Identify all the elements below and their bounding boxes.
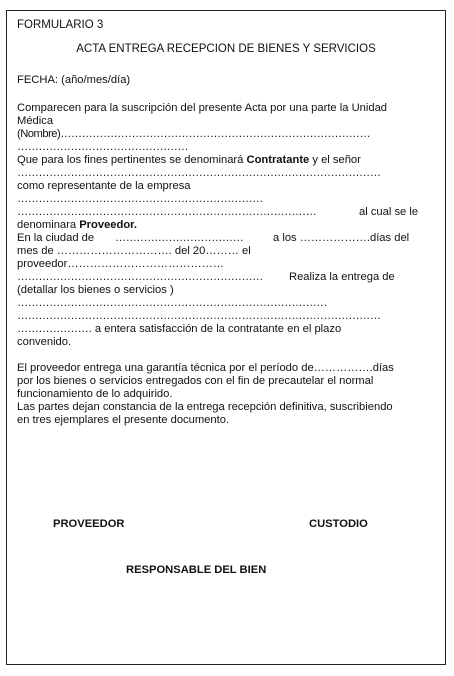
text-line: [17, 154, 435, 167]
text-line: [17, 206, 435, 219]
text-line: [17, 323, 435, 336]
text-line: (detallar los bienes o servicios ): [17, 284, 174, 296]
text-span: Realiza la entrega de: [289, 271, 395, 283]
blank-span: …………………: [17, 323, 92, 335]
proveedor-term: Proveedor.: [79, 219, 138, 231]
spacer: [17, 349, 435, 362]
text-span: al cual se le: [359, 206, 419, 218]
form-frame: [6, 10, 446, 665]
date-field: FECHA: (año/mes/día): [17, 74, 131, 86]
text-line: mes de …………………………. del 20……… el: [17, 245, 251, 257]
form-title: ACTA ENTREGA RECEPCION DE BIENES Y SERVICIOS: [76, 43, 376, 55]
text-line: [17, 232, 435, 245]
text-line: por los bienes o servicios entregados con el fin de precautelar el normal: [17, 375, 374, 387]
contratante-term: Contratante: [246, 154, 310, 166]
text-line: [17, 219, 435, 232]
city-blank: ………………………………: [115, 232, 244, 244]
blank-line: …………………………………………: [17, 141, 188, 153]
blank-span: …………………………………………………………………………: [17, 206, 317, 218]
text-line: proveedor……………………………………: [17, 258, 225, 270]
text-span: En la ciudad de: [17, 232, 95, 244]
signature-responsable: RESPONSABLE DEL BIEN: [126, 564, 267, 576]
text-line: como representante de la empresa: [17, 180, 191, 192]
text-line: Las partes dejan constancia de la entrega recepción definitiva, suscribiendo: [17, 401, 393, 413]
text-span: y el señor: [309, 154, 361, 166]
name-blank: (Nombre)……………………………………………………………………………: [17, 128, 371, 140]
text-line: Médica: [17, 115, 54, 127]
text-line: [17, 271, 435, 284]
text-line: funcionamiento de lo adquirido.: [17, 388, 173, 400]
form-body: [17, 19, 435, 427]
text-span: a los ……………….días del: [273, 232, 410, 244]
form-code: FORMULARIO 3: [17, 19, 104, 31]
blank-line: …………………………………………………………………………………………: [17, 167, 381, 179]
blank-line: …………………………………………………………………………………………: [17, 310, 381, 322]
blank-span: ……………………………………………………………: [17, 271, 263, 283]
text-line: Comparecen para la suscripción del presente Acta por una parte la Unidad: [17, 102, 388, 114]
text-span: a entera satisfacción de la contratante en el plazo: [94, 323, 342, 335]
blank-line: ……………………………………………………………: [17, 193, 263, 205]
text-line: en tres ejemplares el presente documento.: [17, 414, 230, 426]
signature-proveedor: PROVEEDOR: [53, 518, 125, 530]
text-span: Que para los fines pertinentes se denominará: [17, 154, 247, 166]
text-line: convenido.: [17, 336, 72, 348]
text-span: denominara: [17, 219, 80, 231]
signature-custodio: CUSTODIO: [309, 518, 368, 530]
text-line: El proveedor entrega una garantía técnica por el período de…………….días: [17, 362, 394, 374]
blank-line: ……………………………………………………………………………: [17, 297, 327, 309]
